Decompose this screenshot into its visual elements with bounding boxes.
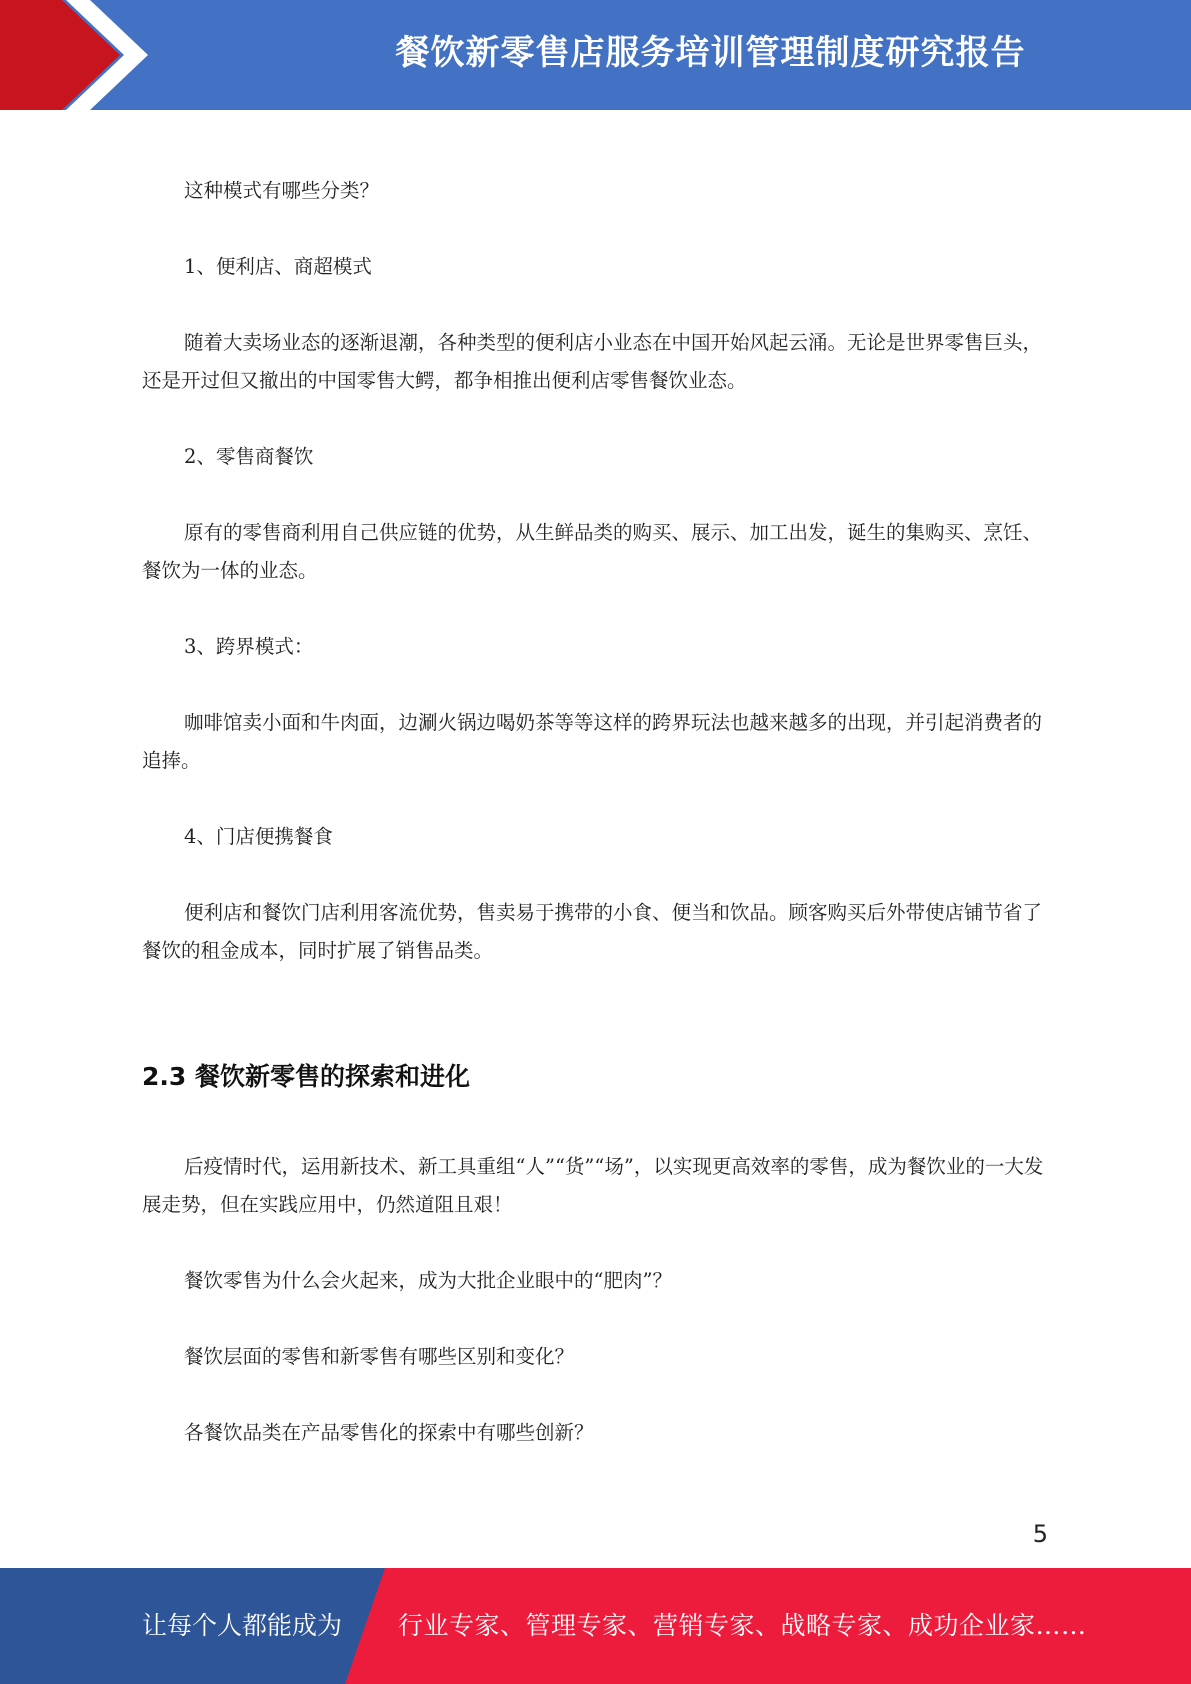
paragraph: 便利店和餐饮门店利用客流优势，售卖易于携带的小食、便当和饮品。顾客购买后外带使店铺节省了餐饮的租金成本，同时扩展了销售品类。 [142, 901, 1043, 962]
paragraph: 随着大卖场业态的逐渐退潮，各种类型的便利店小业态在中国开始风起云涌。无论是世界零售巨头，还是开过但又撤出的中国零售大鳄，都争相推出便利店零售餐饮业态。 [142, 331, 1043, 392]
page-header [0, 0, 1191, 110]
list-heading: 4、门店便携餐食 [184, 825, 333, 848]
paragraph: 餐饮零售为什么会火起来，成为大批企业眼中的“肥肉”？ [184, 1269, 672, 1292]
page-footer [0, 1568, 1191, 1684]
paragraph: 各餐饮品类在产品零售化的探索中有哪些创新？ [184, 1421, 594, 1444]
page-number: 5 [1032, 1520, 1048, 1548]
list-heading: 1、便利店、商超模式 [184, 255, 372, 278]
paragraph: 餐饮层面的零售和新零售有哪些区别和变化？ [184, 1345, 575, 1368]
header-title: 餐饮新零售店服务培训管理制度研究报告 [395, 33, 1026, 73]
paragraph: 这种模式有哪些分类？ [184, 179, 380, 202]
list-heading: 2、零售商餐饮 [184, 445, 314, 468]
list-heading: 3、跨界模式： [184, 635, 314, 658]
paragraph: 咖啡馆卖小面和牛肉面，边涮火锅边喝奶茶等等这样的跨界玩法也越来越多的出现，并引起消费者的追捧。 [142, 711, 1043, 772]
paragraph: 原有的零售商利用自己供应链的优势，从生鲜品类的购买、展示、加工出发，诞生的集购买、烹饪、餐饮为一体的业态。 [142, 521, 1043, 582]
paragraph: 后疫情时代，运用新技术、新工具重组“人”“货”“场”，以实现更高效率的零售，成为餐饮业的一大发展走势，但在实践应用中，仍然道阻且艰！ [142, 1155, 1044, 1216]
section-heading: 2.3 餐饮新零售的探索和进化 [142, 1062, 470, 1091]
footer-slogan-right: 行业专家、管理专家、营销专家、战略专家、成功企业家…… [398, 1611, 1087, 1640]
footer-slogan-left: 让每个人都能成为 [142, 1611, 343, 1640]
